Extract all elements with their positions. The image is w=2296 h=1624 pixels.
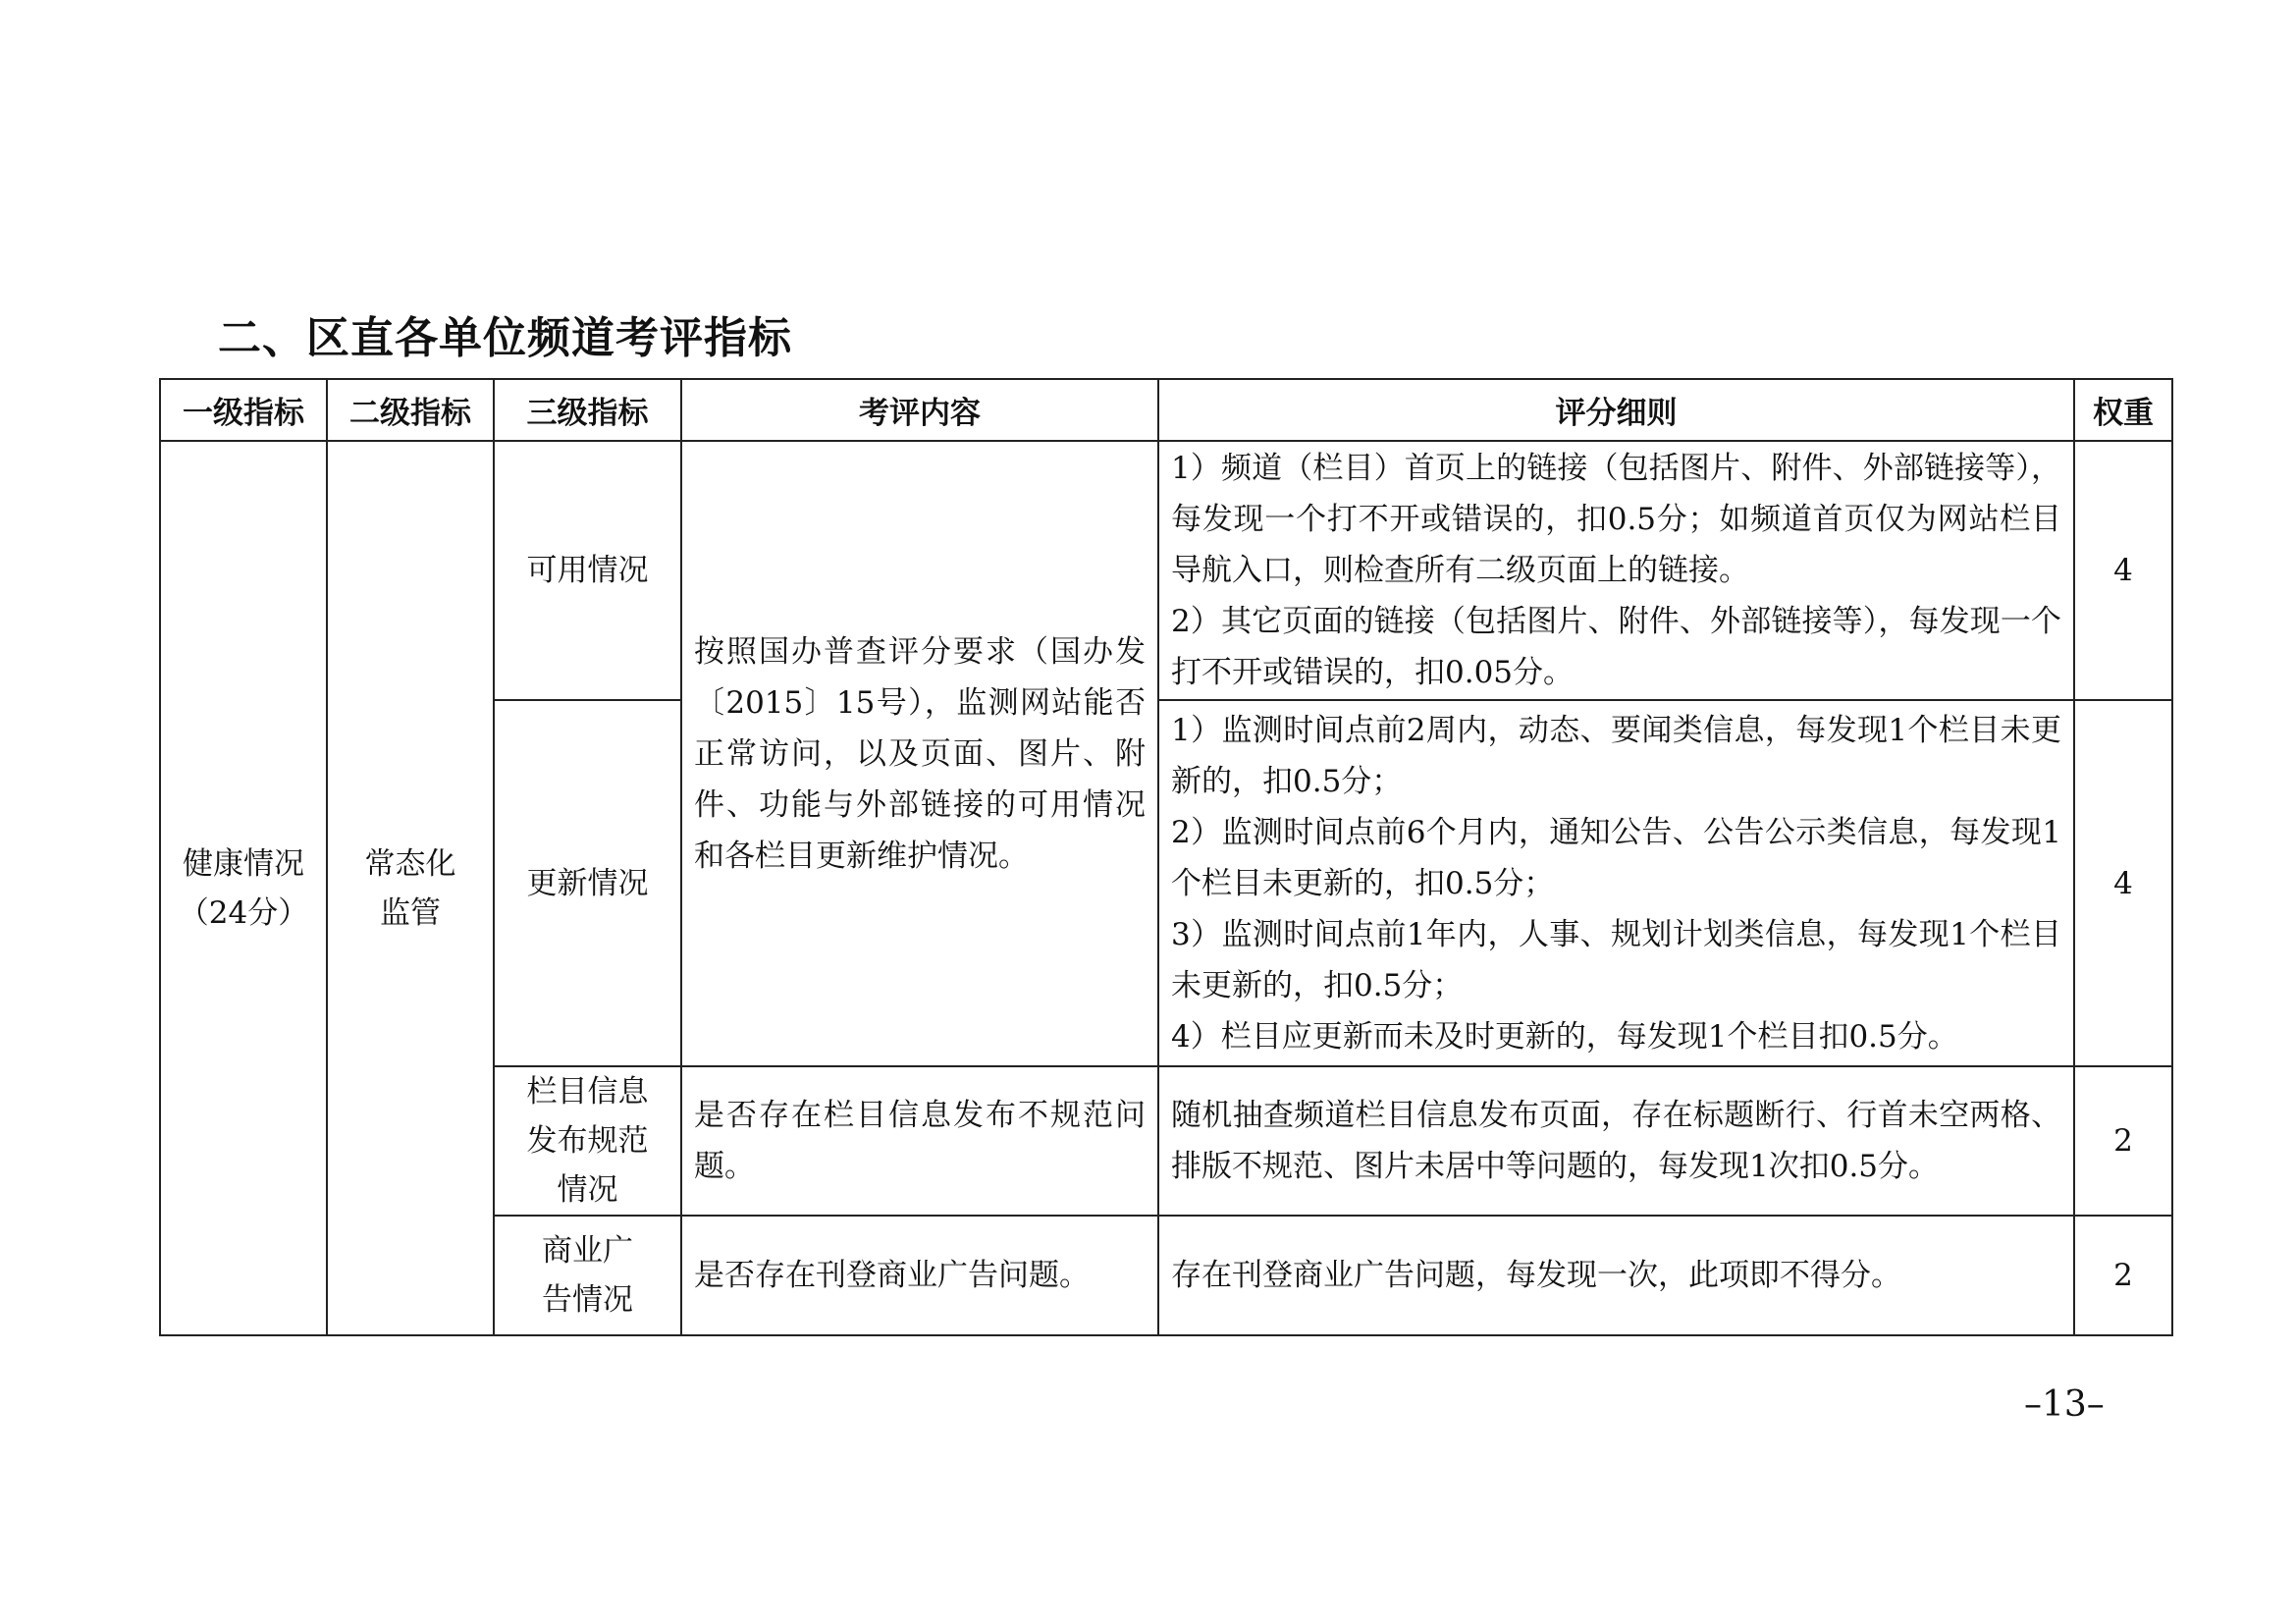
weight-cell: 4: [2074, 700, 2172, 1066]
criteria-item: 1）监测时间点前2周内，动态、要闻类信息，每发现1个栏目未更新的，扣0.5分；: [1171, 712, 2061, 799]
criteria-cell: [1158, 441, 2074, 700]
criteria-item: 存在刊登商业广告问题，每发现一次，此项即不得分。: [1171, 1258, 1901, 1293]
criteria-item: 2）其它页面的链接（包括图片、附件、外部链接等），每发现一个打不开或错误的，扣0.05分。: [1171, 604, 2061, 690]
level2-cell: [327, 441, 494, 1335]
level1-cell: [160, 441, 327, 1335]
table-header-row: [160, 379, 2172, 441]
content-cell: 按照国办普查评分要求（国办发〔2015〕15号），监测网站能否正常访问，以及页面、图片、附件、功能与外部链接的可用情况和各栏目更新维护情况。: [681, 441, 1158, 1066]
weight-cell: 2: [2074, 1216, 2172, 1335]
evaluation-index-table: [159, 378, 2173, 1336]
header-weight: 权重: [2074, 379, 2172, 441]
criteria-cell: [1158, 1216, 2074, 1335]
content-cell: 是否存在栏目信息发布不规范问题。: [681, 1066, 1158, 1216]
header-level1: 一级指标: [160, 379, 327, 441]
criteria-cell: [1158, 700, 2074, 1066]
header-level2: 二级指标: [327, 379, 494, 441]
criteria-item: 4）栏目应更新而未及时更新的，每发现1个栏目扣0.5分。: [1171, 1018, 1958, 1055]
weight-cell: 2: [2074, 1066, 2172, 1216]
level3-cell: 可用情况: [494, 441, 681, 700]
weight-cell: 4: [2074, 441, 2172, 700]
level2-text: 常态化监管: [364, 845, 456, 931]
criteria-cell: [1158, 1066, 2074, 1216]
header-level3: 三级指标: [494, 379, 681, 441]
section-heading: 二、区直各单位频道考评指标: [218, 313, 792, 363]
header-content: 考评内容: [681, 379, 1158, 441]
criteria-item: 1）频道（栏目）首页上的链接（包括图片、附件、外部链接等），每发现一个打不开或错误的，扣0.5分；如频道首页仅为网站栏目导航入口，则检查所有二级页面上的链接。: [1171, 451, 2061, 588]
content-cell: 是否存在刊登商业广告问题。: [681, 1216, 1158, 1335]
page-number: –13–: [2024, 1384, 2105, 1425]
criteria-item: 3）监测时间点前1年内，人事、规划计划类信息，每发现1个栏目未更新的，扣0.5分；: [1171, 916, 2061, 1003]
level3-cell: 更新情况: [494, 700, 681, 1066]
table-row: [160, 441, 2172, 700]
criteria-item: 2）监测时间点前6个月内，通知公告、公告公示类信息，每发现1个栏目未更新的，扣0.5分；: [1171, 814, 2061, 901]
level3-cell: 栏目信息发布规范情况: [494, 1066, 681, 1216]
level1-text: 健康情况（24分）: [178, 845, 309, 931]
header-criteria: 评分细则: [1158, 379, 2074, 441]
level3-cell: 商业广告情况: [494, 1216, 681, 1335]
criteria-item: 随机抽查频道栏目信息发布页面，存在标题断行、行首未空两格、排版不规范、图片未居中等问题的，每发现1次扣0.5分。: [1171, 1098, 2061, 1184]
